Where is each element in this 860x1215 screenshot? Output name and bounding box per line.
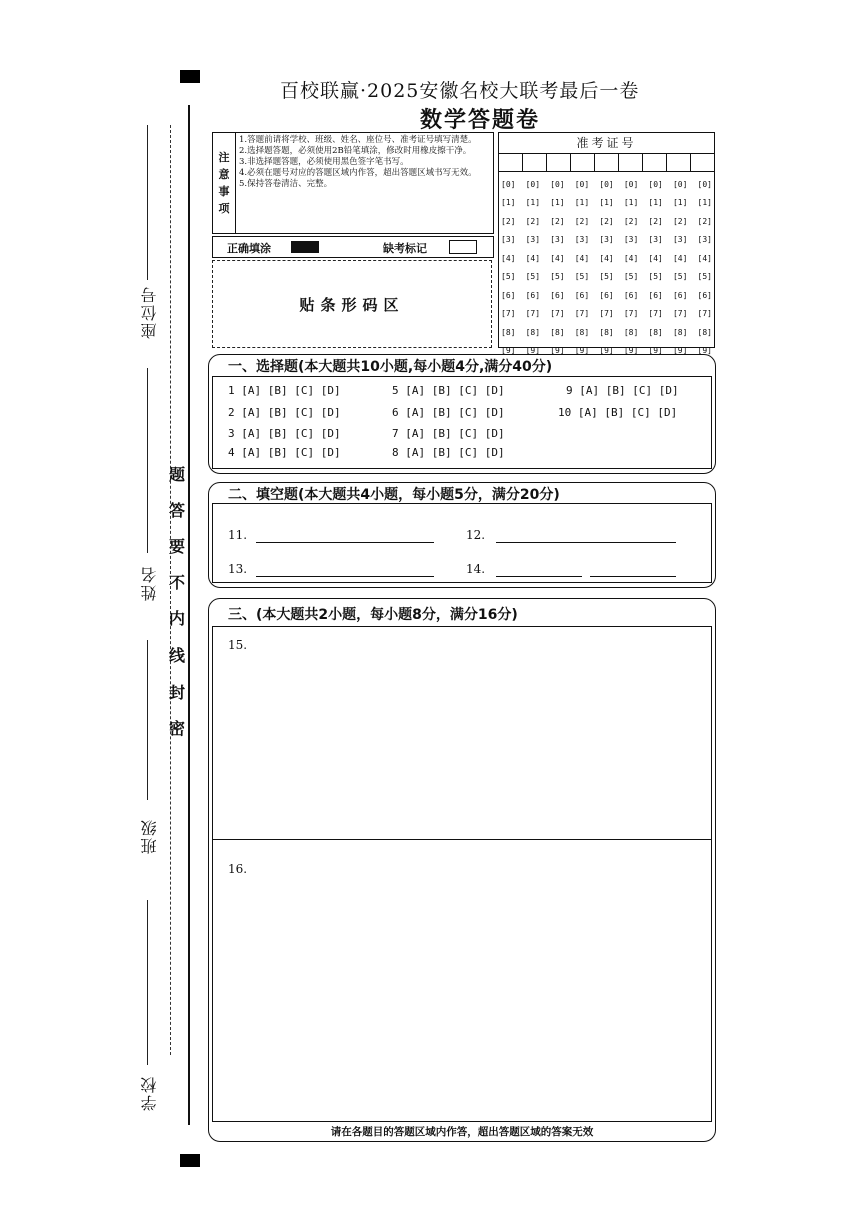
- digit-bubble[interactable]: [0]: [623, 179, 639, 189]
- fill-blank-13[interactable]: [256, 576, 434, 577]
- digit-bubble[interactable]: [8]: [599, 327, 614, 337]
- digit-bubble[interactable]: [0]: [599, 179, 614, 189]
- notes-label: [213, 133, 236, 233]
- choice-question[interactable]: 6 [A] [B] [C] [D]: [392, 406, 505, 419]
- digit-bubble[interactable]: [2]: [672, 216, 688, 226]
- digit-bubble[interactable]: [8]: [501, 327, 516, 337]
- digit-bubble[interactable]: [2]: [623, 216, 639, 226]
- digit-bubble[interactable]: [2]: [697, 216, 712, 226]
- correct-fill-label: 正确填涂: [227, 242, 271, 255]
- digit-bubble[interactable]: [9]: [574, 346, 590, 356]
- digit-bubble[interactable]: [5]: [672, 272, 688, 282]
- digit-bubble[interactable]: [5]: [550, 272, 565, 282]
- digit-bubble[interactable]: [1]: [648, 198, 663, 208]
- seal-char: 不: [169, 573, 186, 592]
- digit-bubble[interactable]: [8]: [697, 327, 712, 337]
- fill-blank-11[interactable]: [256, 542, 434, 543]
- digit-bubble[interactable]: [2]: [599, 216, 614, 226]
- exam-title: 百校联赢·2025安徽名校大联考最后一卷: [280, 80, 640, 102]
- school-line: [147, 900, 148, 1065]
- digit-bubble[interactable]: [6]: [672, 290, 688, 300]
- digit-bubble[interactable]: [4]: [623, 253, 639, 263]
- choice-question[interactable]: 9 [A] [B] [C] [D]: [566, 384, 679, 397]
- notes-box: [212, 132, 494, 234]
- answer-area-16[interactable]: [214, 884, 708, 1116]
- digit-bubble[interactable]: [0]: [648, 179, 663, 189]
- digit-bubble[interactable]: [4]: [501, 253, 516, 263]
- digit-bubble[interactable]: [9]: [599, 346, 614, 356]
- section-choice-title: 一、选择题(本大题共10小题,每小题4分,满分40分): [228, 359, 553, 375]
- digit-bubble[interactable]: [6]: [501, 290, 516, 300]
- digit-bubble[interactable]: [4]: [697, 253, 712, 263]
- digit-bubble[interactable]: [2]: [525, 216, 541, 226]
- barcode-area: 贴条形码区: [212, 260, 492, 348]
- absent-mark-label: 缺考标记: [383, 242, 427, 255]
- digit-bubble[interactable]: [6]: [550, 290, 565, 300]
- choice-question[interactable]: 10 [A] [B] [C] [D]: [558, 406, 678, 419]
- fill-label: 12.: [466, 528, 486, 542]
- digit-bubble[interactable]: [3]: [697, 235, 712, 245]
- fill-blank-14b[interactable]: [590, 576, 676, 577]
- choice-question[interactable]: 5 [A] [B] [C] [D]: [392, 384, 505, 397]
- digit-bubble[interactable]: [9]: [697, 346, 712, 356]
- digit-bubble[interactable]: [6]: [648, 290, 663, 300]
- digit-bubble[interactable]: [2]: [648, 216, 663, 226]
- digit-bubble[interactable]: [1]: [623, 198, 639, 208]
- class-label: 班级: [140, 818, 159, 854]
- digit-bubble[interactable]: [3]: [501, 235, 516, 245]
- digit-bubble[interactable]: [8]: [574, 327, 590, 337]
- digit-bubble[interactable]: [7]: [501, 309, 516, 319]
- digit-bubble[interactable]: [5]: [623, 272, 639, 282]
- digit-bubble[interactable]: [5]: [525, 272, 541, 282]
- choice-question[interactable]: 2 [A] [B] [C] [D]: [228, 406, 341, 419]
- digit-bubble[interactable]: [7]: [697, 309, 712, 319]
- exam-number-box: [498, 132, 715, 356]
- digit-bubble[interactable]: [7]: [648, 309, 663, 319]
- digit-bubble[interactable]: [5]: [501, 272, 516, 282]
- exam-number-grid[interactable]: [501, 175, 712, 360]
- digit-bubble[interactable]: [1]: [697, 198, 712, 208]
- seat-line: [147, 125, 148, 280]
- notes-label-char: 注: [218, 151, 230, 164]
- alignment-mark-bottom: [180, 1154, 200, 1167]
- section-fill-title: 二、填空题(本大题共4小题，每小题5分，满分20分): [228, 487, 560, 503]
- fill-label: 11.: [228, 528, 248, 542]
- digit-bubble[interactable]: [2]: [501, 216, 516, 226]
- class-line: [147, 640, 148, 800]
- digit-bubble[interactable]: [9]: [525, 346, 541, 356]
- digit-bubble[interactable]: [3]: [648, 235, 663, 245]
- name-line: [147, 368, 148, 553]
- digit-bubble[interactable]: [9]: [501, 346, 516, 356]
- digit-bubble[interactable]: [5]: [648, 272, 663, 282]
- digit-bubble[interactable]: [8]: [525, 327, 541, 337]
- seal-char: 答: [169, 501, 186, 520]
- exam-number-write-cells[interactable]: [499, 154, 714, 172]
- digit-row: [501, 286, 712, 305]
- answer-divider: [212, 839, 712, 840]
- name-label: 姓名: [140, 565, 159, 601]
- digit-bubble[interactable]: [6]: [599, 290, 614, 300]
- digit-bubble[interactable]: [4]: [648, 253, 663, 263]
- answer-label-15: 15.: [228, 638, 248, 652]
- digit-row: [501, 305, 712, 324]
- notes-label-char: 项: [218, 202, 230, 215]
- digit-bubble[interactable]: [7]: [672, 309, 688, 319]
- fill-legend: [212, 236, 494, 258]
- digit-bubble[interactable]: [1]: [574, 198, 590, 208]
- fill-answer-area: [212, 503, 712, 583]
- alignment-mark-top: [180, 70, 200, 83]
- notes-text: [239, 135, 489, 190]
- digit-bubble[interactable]: [1]: [525, 198, 541, 208]
- choice-question[interactable]: 7 [A] [B] [C] [D]: [392, 427, 505, 440]
- digit-bubble[interactable]: [0]: [574, 179, 590, 189]
- seal-char: 内: [169, 609, 186, 628]
- digit-bubble[interactable]: [7]: [525, 309, 541, 319]
- digit-bubble[interactable]: [0]: [550, 179, 565, 189]
- digit-bubble[interactable]: [9]: [550, 346, 565, 356]
- school-label: 学校: [140, 1075, 159, 1111]
- filled-sample: [291, 241, 319, 253]
- digit-bubble[interactable]: [9]: [672, 346, 688, 356]
- digit-bubble[interactable]: [4]: [672, 253, 688, 263]
- digit-bubble[interactable]: [0]: [501, 179, 516, 189]
- digit-bubble[interactable]: [7]: [574, 309, 590, 319]
- answer-area-15[interactable]: [214, 660, 708, 836]
- notes-label-char: 意: [218, 168, 230, 181]
- digit-row: [501, 194, 712, 213]
- note-item: 4.必须在题号对应的答题区域内作答，超出答题区域书写无效。: [239, 168, 477, 178]
- digit-bubble[interactable]: [0]: [525, 179, 541, 189]
- seal-solid-line: [188, 105, 190, 1125]
- choice-question[interactable]: 3 [A] [B] [C] [D]: [228, 427, 341, 440]
- absent-mark-box[interactable]: [449, 240, 477, 254]
- digit-bubble[interactable]: [2]: [550, 216, 565, 226]
- digit-row: [501, 212, 712, 231]
- digit-bubble[interactable]: [4]: [550, 253, 565, 263]
- digit-bubble[interactable]: [0]: [672, 179, 688, 189]
- note-item: 1.答题前请将学校、班级、姓名、座位号、准考证号填写清楚。: [239, 135, 477, 145]
- footer-notice: 请在各题目的答题区域内作答，超出答题区域的答案无效: [330, 1126, 594, 1138]
- digit-bubble[interactable]: [9]: [623, 346, 639, 356]
- digit-bubble[interactable]: [1]: [599, 198, 614, 208]
- digit-bubble[interactable]: [3]: [550, 235, 565, 245]
- fill-blank-12[interactable]: [496, 542, 676, 543]
- note-item: 5.保持答卷清洁、完整。: [239, 179, 333, 189]
- digit-bubble[interactable]: [7]: [550, 309, 565, 319]
- digit-bubble[interactable]: [8]: [550, 327, 565, 337]
- fill-label: 14.: [466, 562, 486, 576]
- seal-char: 封: [169, 683, 186, 702]
- digit-bubble[interactable]: [4]: [574, 253, 590, 263]
- digit-bubble[interactable]: [8]: [648, 327, 663, 337]
- answer-label-16: 16.: [228, 862, 248, 876]
- digit-bubble[interactable]: [6]: [525, 290, 541, 300]
- fill-blank-14a[interactable]: [496, 576, 582, 577]
- digit-bubble[interactable]: [7]: [599, 309, 614, 319]
- digit-bubble[interactable]: [8]: [672, 327, 688, 337]
- note-item: 3.非选择题答题，必须使用黑色签字笔书写。: [239, 157, 409, 167]
- digit-bubble[interactable]: [4]: [599, 253, 614, 263]
- digit-row: [501, 268, 712, 287]
- section-answer-title: 三、(本大题共2小题，每小题8分，满分16分): [228, 607, 518, 623]
- digit-bubble[interactable]: [1]: [501, 198, 516, 208]
- seal-char: 要: [169, 537, 186, 556]
- choice-question[interactable]: 1 [A] [B] [C] [D]: [228, 384, 341, 397]
- digit-bubble[interactable]: [6]: [697, 290, 712, 300]
- digit-row: [501, 249, 712, 268]
- digit-bubble[interactable]: [3]: [623, 235, 639, 245]
- digit-bubble[interactable]: [5]: [697, 272, 712, 282]
- note-item: 2.选择题答题，必须使用2B铅笔填涂，修改时用橡皮擦干净。: [239, 146, 472, 156]
- digit-bubble[interactable]: [8]: [623, 327, 639, 337]
- sheet-title: 数学答题卷: [420, 107, 541, 133]
- digit-bubble[interactable]: [3]: [574, 235, 590, 245]
- digit-bubble[interactable]: [3]: [672, 235, 688, 245]
- digit-row: [501, 323, 712, 342]
- exam-number-title: 准考证号: [499, 133, 714, 154]
- digit-bubble[interactable]: [6]: [623, 290, 639, 300]
- digit-bubble[interactable]: [2]: [574, 216, 590, 226]
- seal-char: 线: [169, 646, 186, 665]
- seal-char: 密: [169, 719, 186, 738]
- digit-bubble[interactable]: [3]: [525, 235, 541, 245]
- digit-row: [501, 175, 712, 194]
- digit-bubble[interactable]: [9]: [648, 346, 663, 356]
- fill-label: 13.: [228, 562, 248, 576]
- digit-bubble[interactable]: [6]: [574, 290, 590, 300]
- digit-bubble[interactable]: [1]: [672, 198, 688, 208]
- digit-row: [501, 231, 712, 250]
- digit-bubble[interactable]: [3]: [599, 235, 614, 245]
- choice-question[interactable]: 4 [A] [B] [C] [D]: [228, 446, 341, 459]
- digit-bubble[interactable]: [1]: [550, 198, 565, 208]
- digit-bubble[interactable]: [5]: [599, 272, 614, 282]
- seal-char: 题: [169, 465, 186, 484]
- digit-bubble[interactable]: [5]: [574, 272, 590, 282]
- digit-bubble[interactable]: [0]: [697, 179, 712, 189]
- digit-bubble[interactable]: [4]: [525, 253, 541, 263]
- seat-label: 座位号: [140, 285, 159, 339]
- digit-bubble[interactable]: [7]: [623, 309, 639, 319]
- choice-question[interactable]: 8 [A] [B] [C] [D]: [392, 446, 505, 459]
- notes-label-char: 事: [218, 185, 230, 198]
